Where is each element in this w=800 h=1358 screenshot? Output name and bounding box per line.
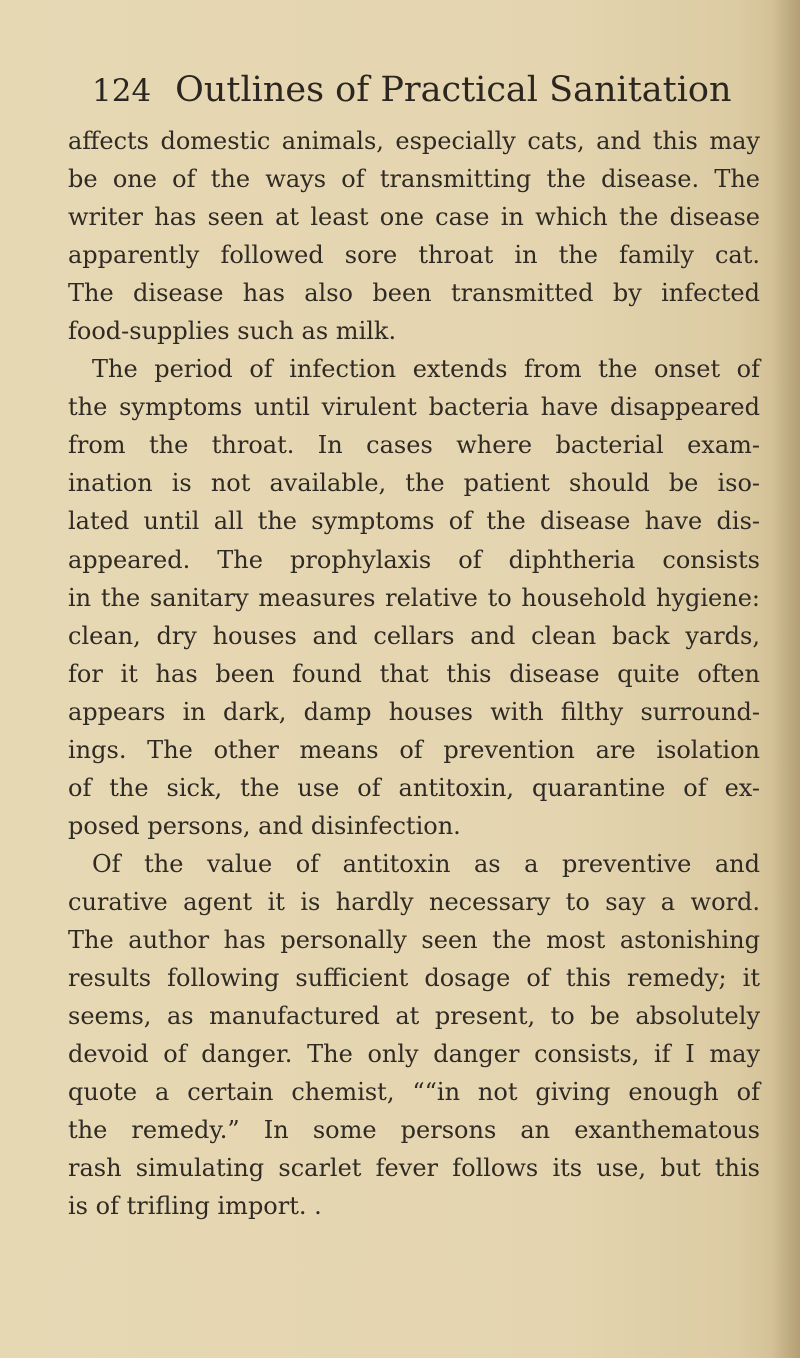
text-line: in the sanitary measures relative to household hygiene: xyxy=(68,583,760,612)
text-line: The author has personally seen the most astonishing xyxy=(68,925,760,954)
text-line: seems, as manufactured at present, to be absolutely xyxy=(68,1002,760,1031)
text-line: of the sick, the use of antitoxin, quarantine of ex- xyxy=(68,773,760,802)
running-title: Outlines of Practical Sanitation xyxy=(175,70,732,110)
text-line: ination is not available, the patient should be iso- xyxy=(68,469,760,498)
text-line: curative agent it is hardly necessary to say a word. xyxy=(68,887,760,916)
text-line: clean, dry houses and cellars and clean back yards, xyxy=(68,621,760,650)
text-line: The period of infection extends from the onset of xyxy=(92,355,760,384)
page-number: 124 xyxy=(92,73,152,109)
text-line: affects domestic animals, especially cats, and this may xyxy=(68,127,760,155)
body-text xyxy=(68,122,760,1225)
text-line: apparently followed sore throat in the family cat. xyxy=(68,241,760,270)
text-line: from the throat. In cases where bacterial exam- xyxy=(68,431,760,460)
text-line: rash simulating scarlet fever follows its use, but this xyxy=(68,1154,760,1183)
text-line: Of the value of antitoxin as a preventive and xyxy=(92,849,760,878)
text-line: appears in dark, damp houses with filthy surround- xyxy=(68,697,760,726)
text-line: posed persons, and disinfection. xyxy=(68,811,461,840)
text-line: The disease has also been transmitted by infected xyxy=(68,279,760,308)
text-line: the remedy.” In some persons an exanthematous xyxy=(68,1116,760,1145)
page-edge-shadow xyxy=(772,0,800,1358)
text-line: lated until all the symptoms of the disease have dis- xyxy=(68,507,760,536)
running-head xyxy=(92,66,732,114)
text-line: for it has been found that this disease quite often xyxy=(68,659,760,688)
text-line: appeared. The prophylaxis of diphtheria consists xyxy=(68,545,760,574)
text-line: the symptoms until virulent bacteria have disappeared xyxy=(68,393,760,422)
text-line: quote a certain chemist, ““in not giving enough of xyxy=(68,1078,760,1107)
text-line: devoid of danger. The only danger consists, if I may xyxy=(68,1040,760,1069)
text-line: food-supplies such as milk. xyxy=(68,317,397,346)
text-line: ings. The other means of prevention are isolation xyxy=(68,735,760,764)
text-line: be one of the ways of transmitting the disease. The xyxy=(68,165,760,194)
text-line: writer has seen at least one case in which the disease xyxy=(68,203,760,232)
text-line: is of trifling import. . xyxy=(68,1192,322,1221)
text-line: results following sufficient dosage of this remedy; it xyxy=(68,964,760,993)
